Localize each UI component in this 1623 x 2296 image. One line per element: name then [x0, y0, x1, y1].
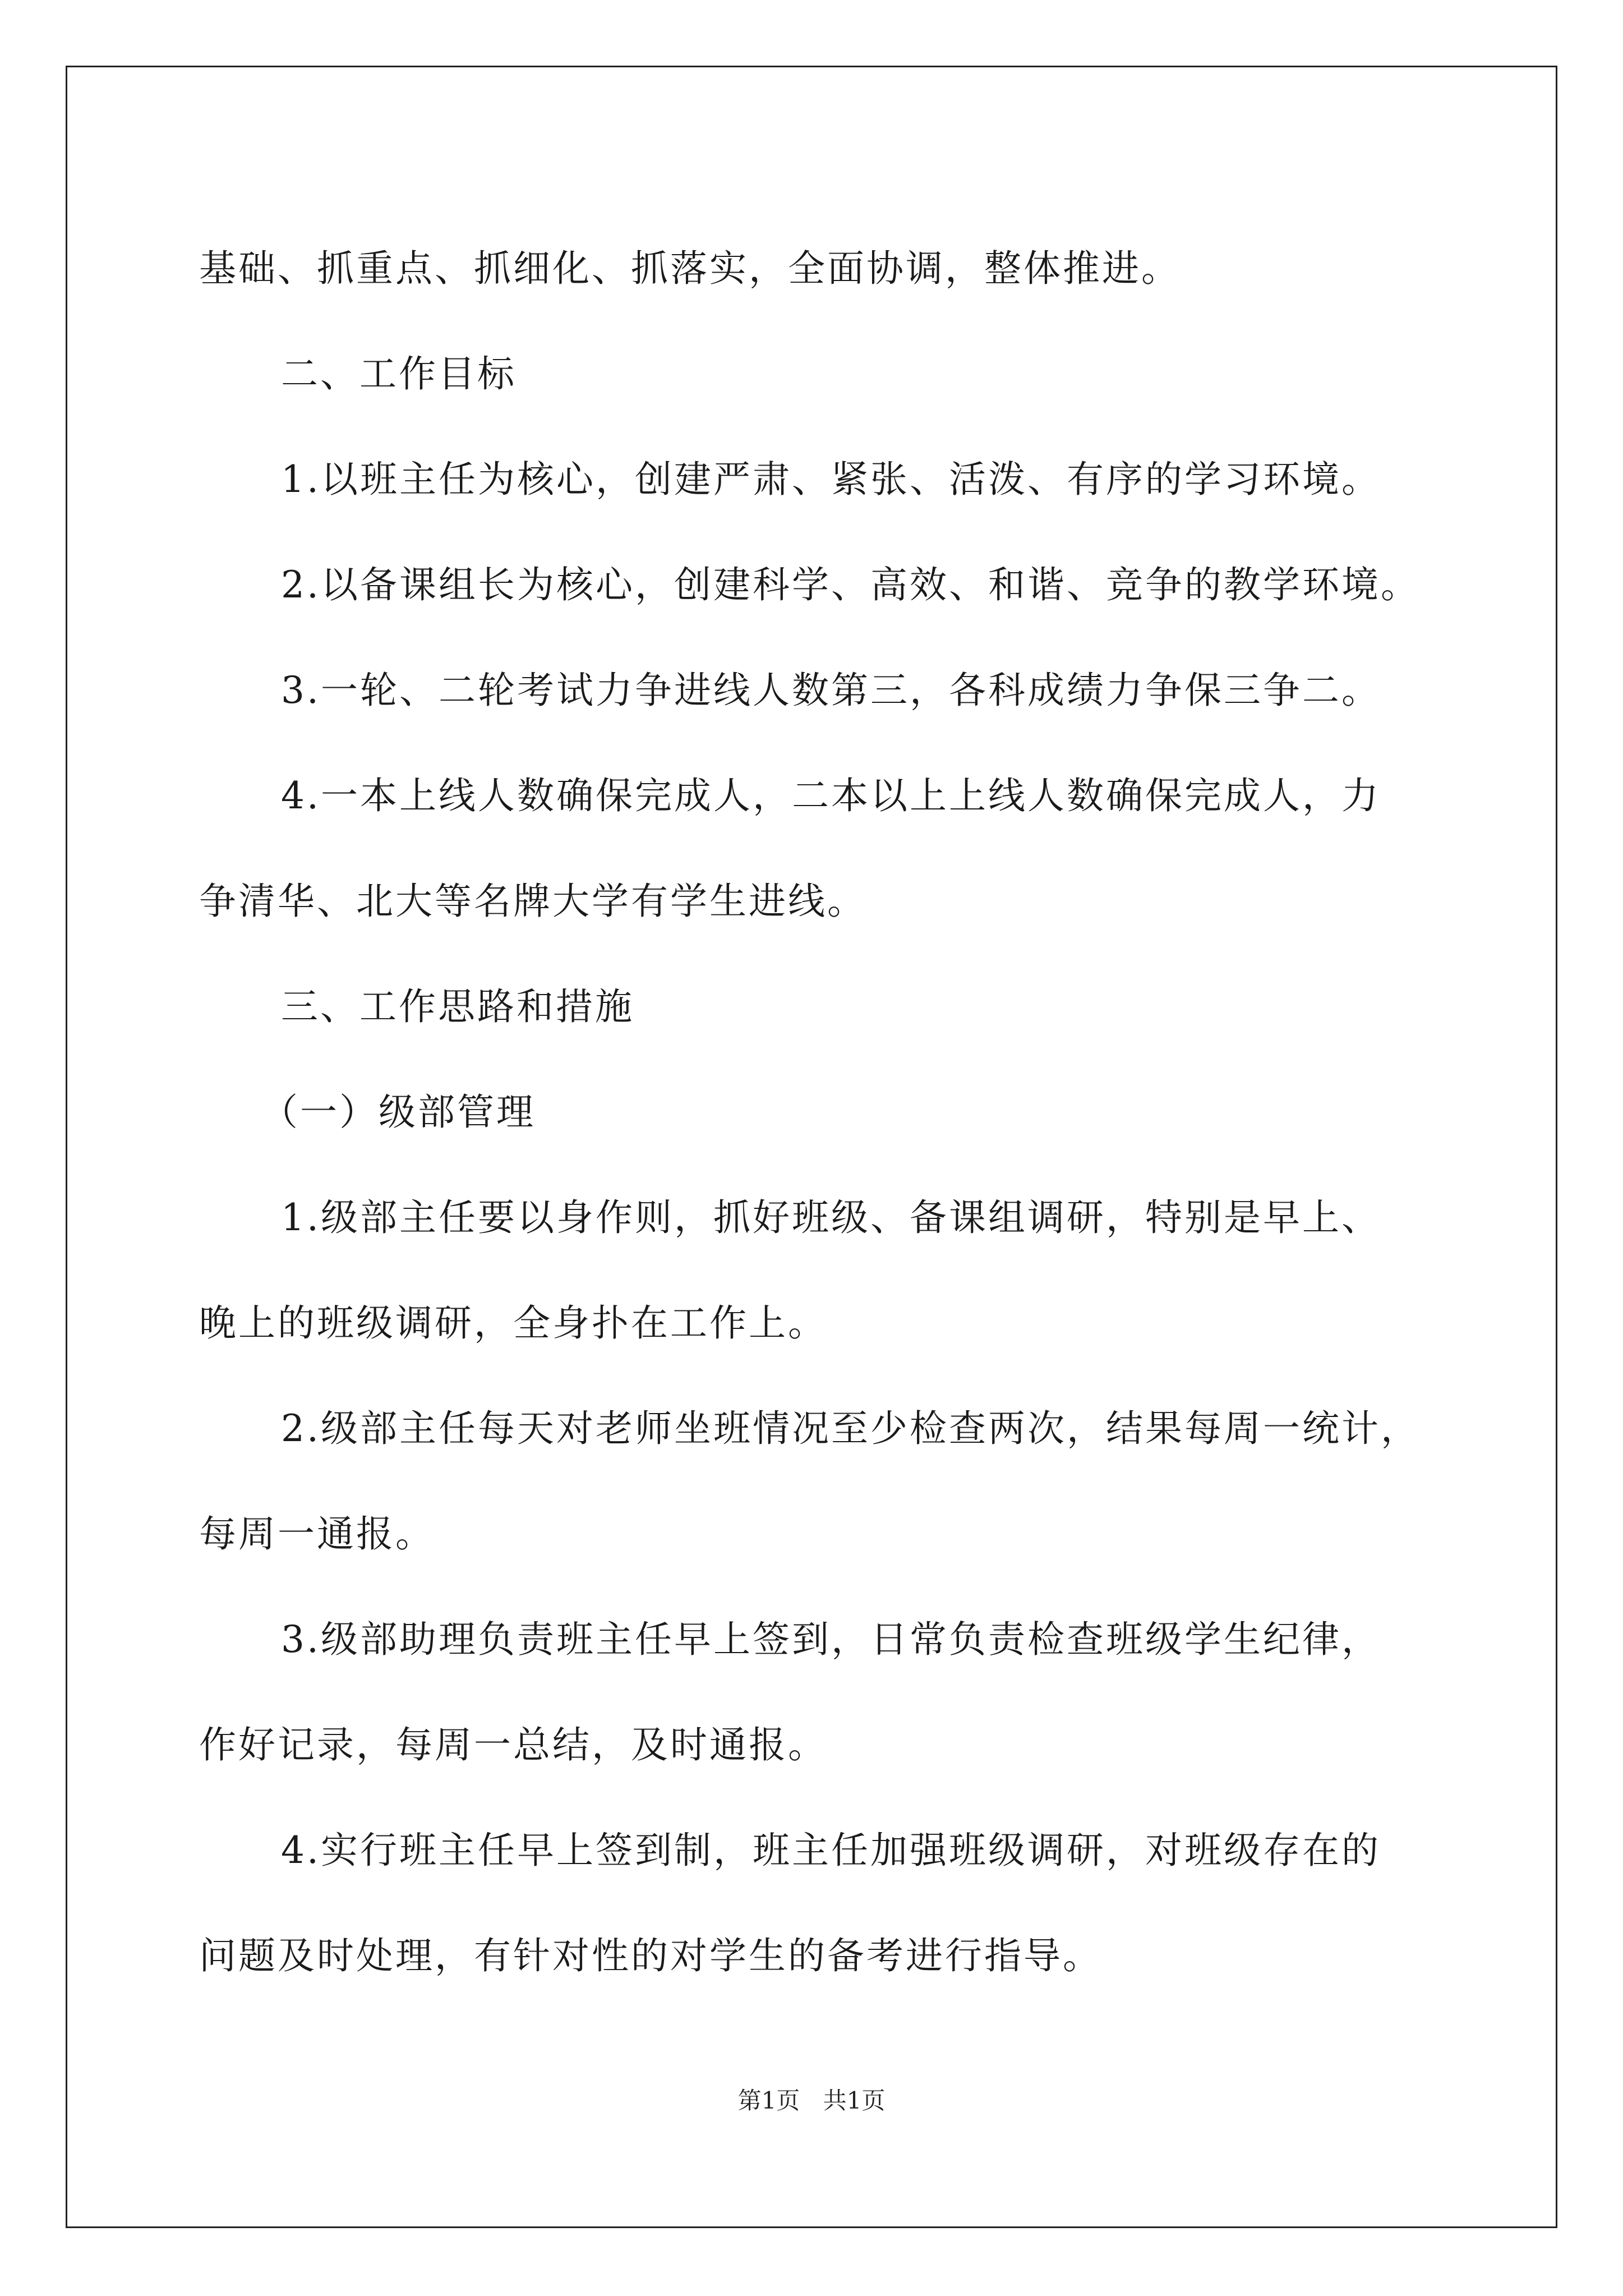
- paragraph-line: 2.级部主任每天对老师坐班情况至少检查两次，结果每周一统计，: [281, 1407, 1420, 1450]
- paragraph-line: 3.一轮、二轮考试力争进线人数第三，各科成绩力争保三争二。: [281, 669, 1381, 712]
- paragraph-line: 基础、抓重点、抓细化、抓落实，全面协调，整体推进。: [199, 247, 1181, 290]
- paragraph-line: 问题及时处理，有针对性的对学生的备考进行指导。: [199, 1934, 1102, 1977]
- paragraph-line: 晚上的班级调研，全身扑在工作上。: [199, 1301, 827, 1345]
- subsection-heading: （一）级部管理: [261, 1091, 536, 1134]
- paragraph-line: 4.一本上线人数确保完成人，二本以上上线人数确保完成人，力: [281, 774, 1381, 817]
- section-heading-measures: 三、工作思路和措施: [281, 985, 634, 1028]
- paragraph-line: 每周一通报。: [199, 1512, 435, 1556]
- paragraph-line: 4.实行班主任早上签到制，班主任加强班级调研，对班级存在的: [281, 1829, 1381, 1872]
- current-page-label: 第1页: [737, 2087, 800, 2114]
- paragraph-line: 2.以备课组长为核心，创建科学、高效、和谐、竞争的教学环境。: [281, 563, 1420, 606]
- total-pages-label: 共1页: [823, 2087, 886, 2114]
- paragraph-line: 1.以班主任为核心，创建严肃、紧张、活泼、有序的学习环境。: [281, 458, 1381, 501]
- page-footer: [0, 2082, 1623, 2116]
- paragraph-line: 争清华、北大等名牌大学有学生进线。: [199, 880, 866, 923]
- section-heading-goals: 二、工作目标: [281, 352, 517, 395]
- paragraph-line: 3.级部助理负责班主任早上签到，日常负责检查班级学生纪律，: [281, 1618, 1381, 1661]
- document-body: [199, 216, 1433, 2009]
- paragraph-line: 作好记录，每周一总结，及时通报。: [199, 1723, 827, 1766]
- paragraph-line: 1.级部主任要以身作则，抓好班级、备课组调研，特别是早上、: [281, 1196, 1381, 1239]
